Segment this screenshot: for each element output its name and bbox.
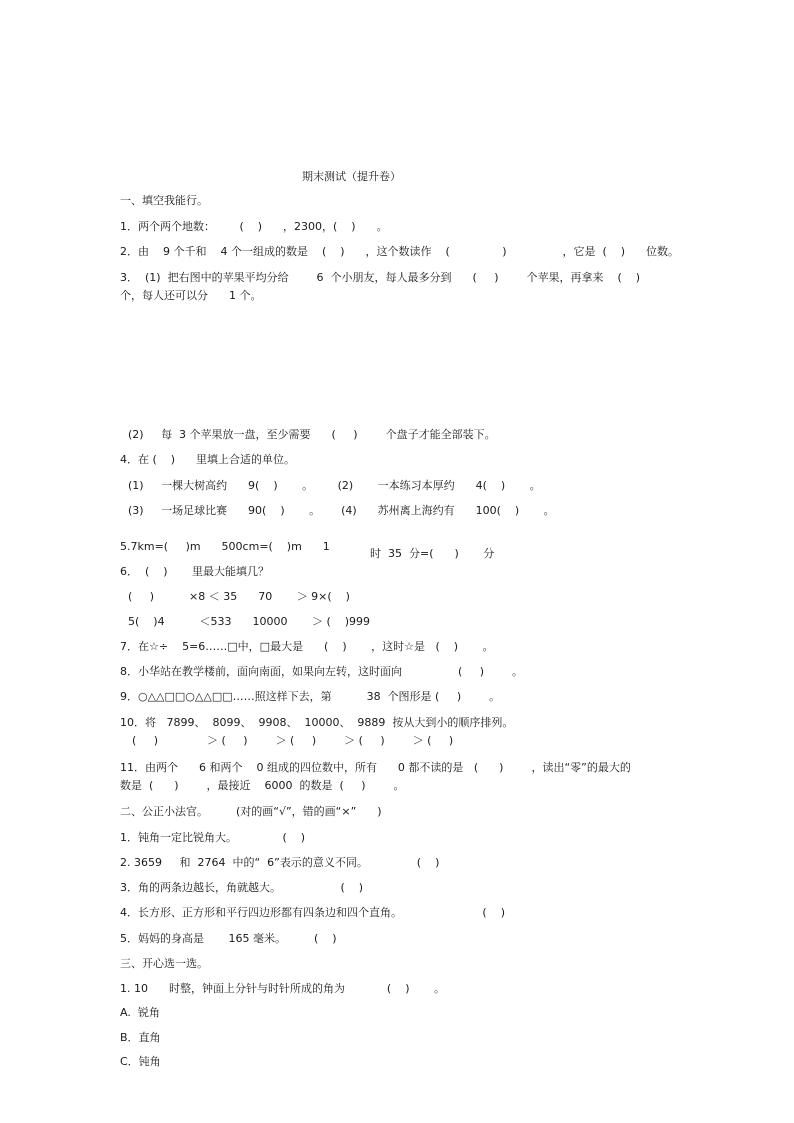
choice-option-a: A. 锐角 — [120, 1006, 160, 1019]
question-10: 10．将 7899、 8099、 9908、 10000、 9889 按从大到小的顺序排列。 — [120, 716, 514, 729]
question-7: 7．在☆÷ 5=6……□中，□最大是 ( ) ，这时☆是 ( ) 。 — [120, 640, 494, 653]
question-8: 8．小华站在教学楼前，面向南面，如果向左转，这时面向 ( ) 。 — [120, 665, 523, 678]
question-3-part-1-cont: 个，每人还可以分 1 个。 — [120, 289, 262, 302]
choice-option-c: C．钝角 — [120, 1055, 161, 1068]
page-title: 期末测试（提升卷） — [302, 170, 401, 183]
question-6: 6． ( ) 里最大能填几？ — [120, 565, 270, 578]
question-4-items-1-2: (1) 一棵大树高约 9( ) 。 (2) 一本练习本厚约 4( ) 。 — [128, 479, 541, 492]
question-6-row-1: ( ) ×8 ＜ 35 70 ＞ 9×( ) — [128, 590, 350, 603]
choice-question-1: 1. 10 时整，钟面上分针与时针所成的角为 ( ) 。 — [120, 982, 445, 995]
section-heading-true-false: 二、公正小法官。 (对的画“√”，错的画“×” ) — [120, 805, 382, 818]
question-10-answer-row: ( ) ＞ ( ) ＞ ( ) ＞ ( ) ＞ ( ) — [132, 734, 454, 747]
tf-question-5: 5．妈妈的身高是 165 毫米。 ( ) — [120, 932, 337, 945]
question-2: 2．由 9 个千和 4 个一组成的数是 ( ) ，这个数读作 ( ) ，它是 ( ) 位数。 — [120, 245, 680, 258]
section-heading-fill-in: 一、填空我能行。 — [120, 194, 208, 207]
question-6-row-2: 5( )4 ＜533 10000 ＞ ( )999 — [128, 615, 371, 628]
question-9: 9．○△△□□○△△□□……照这样下去，第 38 个图形是 ( ) 。 — [120, 690, 501, 703]
question-3-part-2: (2) 每 3 个苹果放一盘，至少需要 ( ) 个盘子才能全部装下。 — [128, 428, 496, 441]
tf-question-2: 2. 3659 和 2764 中的“ 6”表示的意义不同。 ( ) — [120, 856, 440, 869]
question-11-cont: 数是 ( ) ，最接近 6000 的数是 ( ) 。 — [120, 779, 405, 792]
question-5-cont: 时 35 分=( ) 分 — [370, 547, 495, 560]
question-1: 1．两个两个地数： ( ) ，2300，( ) 。 — [120, 220, 388, 233]
question-3-part-1: 3． (1) 把右图中的苹果平均分给 6 个小朋友，每人最多分到 ( ) 个苹果，再拿来 ( ) — [120, 271, 641, 284]
choice-option-b: B．直角 — [120, 1031, 161, 1044]
tf-question-4: 4．长方形、正方形和平行四边形都有四条边和四个直角。 ( ) — [120, 906, 505, 919]
question-4-items-3-4: (3) 一场足球比赛 90( ) 。 (4) 苏州离上海约有 100( ) 。 — [128, 504, 555, 517]
question-5: 5.7km=( )m 500cm=( )m 1 — [120, 540, 330, 553]
tf-question-1: 1．钝角一定比锐角大。 ( ) — [120, 831, 306, 844]
tf-question-3: 3．角的两条边越长，角就越大。 ( ) — [120, 881, 364, 894]
question-4: 4．在 ( ) 里填上合适的单位。 — [120, 453, 296, 466]
section-heading-choice: 三、开心选一选。 — [120, 957, 208, 970]
question-11: 11．由两个 6 和两个 0 组成的四位数中，所有 0 都不读的是 ( ) ，读出“零”的最大的 — [120, 761, 631, 774]
